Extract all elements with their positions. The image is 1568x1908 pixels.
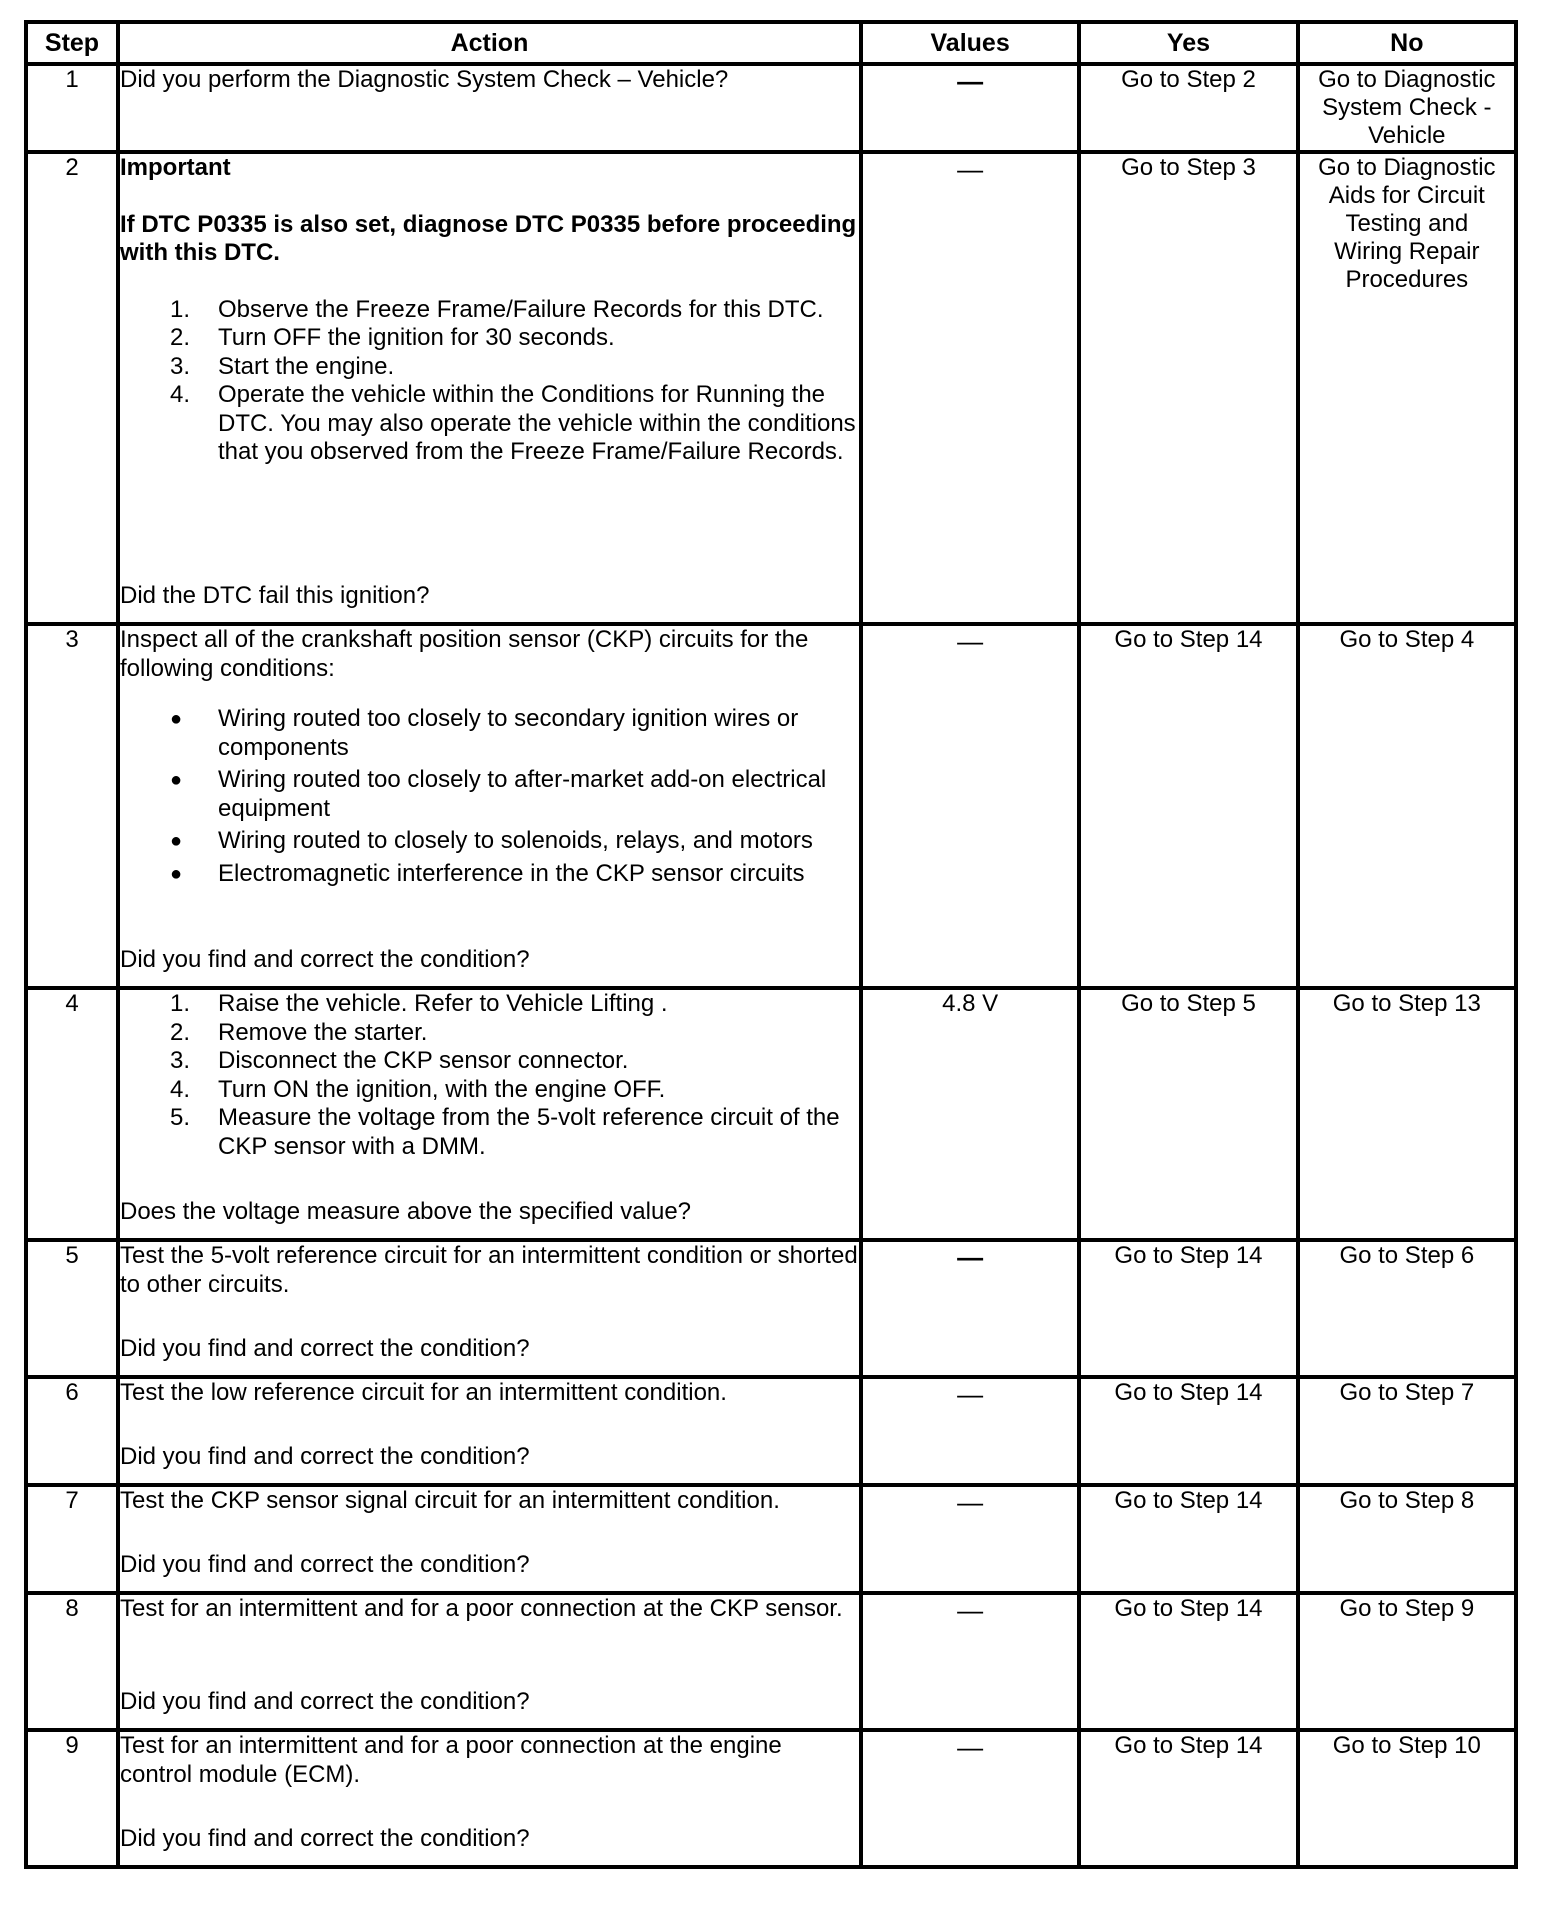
header-action: Action xyxy=(118,22,861,64)
no-line: System Check - xyxy=(1322,94,1492,121)
header-row xyxy=(26,22,1516,64)
procedure-step: 1. Observe the Freeze Frame/Failure Records for this DTC. xyxy=(169,295,824,323)
procedure-step: 4. Operate the vehicle within the Conditions for Running the DTC. You may also operate the vehicle within the conditions that you observed from the Freeze Frame/Failure Records. xyxy=(169,381,856,465)
action-question: Does the voltage measure above the specified value? xyxy=(119,1197,692,1225)
table-row xyxy=(26,64,1516,152)
values-cell xyxy=(861,624,1079,988)
no-line: Aids for Circuit xyxy=(1328,182,1485,209)
action-cell xyxy=(118,988,861,1240)
procedure-step: 3. Disconnect the CKP sensor connector. xyxy=(169,1047,629,1074)
table-row xyxy=(26,1485,1516,1593)
header-values: Values xyxy=(861,22,1079,64)
no-line: Procedures xyxy=(1345,266,1469,293)
values-cell xyxy=(861,64,1079,152)
table-row xyxy=(26,1593,1516,1730)
procedure-step: 2. Remove the starter. xyxy=(169,1018,428,1046)
step-number: 6 xyxy=(26,1377,118,1485)
values-cell xyxy=(861,1730,1079,1867)
procedure-list xyxy=(120,990,859,1161)
procedure-list xyxy=(120,296,859,467)
yes-cell: Go to Step 3 xyxy=(1079,152,1297,624)
condition-item: ● Wiring routed too closely to after-market add-on electrical equipment xyxy=(169,766,827,822)
step-number: 1 xyxy=(26,64,118,152)
table-row xyxy=(26,988,1516,1240)
no-cell xyxy=(1298,152,1516,624)
action-cell xyxy=(118,1240,861,1377)
yes-cell: Go to Step 14 xyxy=(1079,1485,1297,1593)
step-number: 8 xyxy=(26,1593,118,1730)
no-line: Wiring Repair xyxy=(1334,238,1480,265)
yes-cell: Go to Step 14 xyxy=(1079,1377,1297,1485)
no-cell: Go to Step 7 xyxy=(1298,1377,1516,1485)
action-cell xyxy=(118,152,861,624)
no-line: Testing and xyxy=(1345,210,1469,237)
action-cell xyxy=(118,1730,861,1867)
value-text: — xyxy=(957,154,984,184)
no-cell: Go to Step 9 xyxy=(1298,1593,1516,1730)
yes-cell: Go to Step 14 xyxy=(1079,1593,1297,1730)
table-row xyxy=(26,1240,1516,1377)
table-row xyxy=(26,152,1516,624)
no-cell: Go to Step 13 xyxy=(1298,988,1516,1240)
action-cell xyxy=(118,64,861,152)
table-row xyxy=(26,624,1516,988)
table-row xyxy=(26,1730,1516,1867)
action-question: Did you find and correct the condition? xyxy=(119,1824,530,1852)
step-number: 5 xyxy=(26,1240,118,1377)
action-text: Test the low reference circuit for an intermittent condition. xyxy=(119,1379,727,1406)
value-text: — xyxy=(957,1487,984,1517)
step-number: 7 xyxy=(26,1485,118,1593)
values-cell xyxy=(861,1593,1079,1730)
action-text: Test for an intermittent and for a poor connection at the CKP sensor. xyxy=(119,1595,843,1622)
values-cell: 4.8 V xyxy=(861,988,1079,1240)
action-text: Test the 5-volt reference circuit for an intermittent condition or shorted to other circuits. xyxy=(119,1242,858,1298)
step-number: 9 xyxy=(26,1730,118,1867)
yes-cell: Go to Step 14 xyxy=(1079,624,1297,988)
yes-cell: Go to Step 14 xyxy=(1079,1240,1297,1377)
action-cell xyxy=(118,1485,861,1593)
values-cell xyxy=(861,1377,1079,1485)
action-cell xyxy=(118,624,861,988)
step-number: 3 xyxy=(26,624,118,988)
yes-cell: Go to Step 2 xyxy=(1079,64,1297,152)
no-line: Vehicle xyxy=(1368,122,1446,149)
action-intro: Inspect all of the crankshaft position sensor (CKP) circuits for the following conditions: xyxy=(119,626,809,682)
header-no: No xyxy=(1298,22,1516,64)
diagnostic-table xyxy=(24,20,1518,1869)
step-number: 2 xyxy=(26,152,118,624)
condition-item: ● Wiring routed too closely to secondary ignition wires or components xyxy=(169,705,799,761)
procedure-step: 5. Measure the voltage from the 5-volt reference circuit of the CKP sensor with a DMM. xyxy=(169,1104,840,1160)
value-text: — xyxy=(957,626,984,656)
procedure-step: 2. Turn OFF the ignition for 30 seconds. xyxy=(169,324,615,351)
values-cell xyxy=(861,152,1079,624)
condition-item: ● Wiring routed to closely to solenoids, relays, and motors xyxy=(169,827,813,854)
action-question: Did you find and correct the condition? xyxy=(119,1334,530,1362)
action-text: Test the CKP sensor signal circuit for an intermittent condition. xyxy=(119,1487,780,1514)
value-text: — xyxy=(957,66,984,96)
action-question: Did you find and correct the condition? xyxy=(119,1442,530,1470)
action-cell xyxy=(118,1593,861,1730)
step-number: 4 xyxy=(26,988,118,1240)
procedure-step: 1. Raise the vehicle. Refer to Vehicle Lifting . xyxy=(169,990,668,1017)
yes-cell: Go to Step 5 xyxy=(1079,988,1297,1240)
header-step: Step xyxy=(26,22,118,64)
action-question: Did you find and correct the condition? xyxy=(119,1687,530,1715)
condition-item: ● Electromagnetic interference in the CKP sensor circuits xyxy=(169,859,805,887)
action-question: Did the DTC fail this ignition? xyxy=(119,581,430,609)
procedure-step: 4. Turn ON the ignition, with the engine OFF. xyxy=(169,1075,666,1103)
value-text: — xyxy=(957,1595,984,1625)
no-line: Go to Diagnostic xyxy=(1318,66,1496,93)
important-text: If DTC P0335 is also set, diagnose DTC P0335 before proceeding with this DTC. xyxy=(119,210,857,266)
no-line: Go to Diagnostic xyxy=(1318,154,1496,181)
value-text: — xyxy=(957,1732,984,1762)
action-text: Did you perform the Diagnostic System Check – Vehicle? xyxy=(119,66,729,93)
no-cell: Go to Step 8 xyxy=(1298,1485,1516,1593)
condition-list xyxy=(120,705,859,888)
action-question: Did you find and correct the condition? xyxy=(119,1550,530,1578)
values-cell xyxy=(861,1485,1079,1593)
no-cell xyxy=(1298,64,1516,152)
action-question: Did you find and correct the condition? xyxy=(119,945,530,973)
values-cell xyxy=(861,1240,1079,1377)
procedure-step: 3. Start the engine. xyxy=(169,352,395,380)
no-cell: Go to Step 6 xyxy=(1298,1240,1516,1377)
important-title: Important xyxy=(119,154,231,181)
value-text: — xyxy=(957,1242,984,1272)
no-cell: Go to Step 10 xyxy=(1298,1730,1516,1867)
no-cell: Go to Step 4 xyxy=(1298,624,1516,988)
value-text: — xyxy=(957,1379,984,1409)
yes-cell: Go to Step 14 xyxy=(1079,1730,1297,1867)
table-row xyxy=(26,1377,1516,1485)
action-text: Test for an intermittent and for a poor connection at the engine control module (ECM). xyxy=(119,1732,782,1788)
header-yes: Yes xyxy=(1079,22,1297,64)
action-cell xyxy=(118,1377,861,1485)
